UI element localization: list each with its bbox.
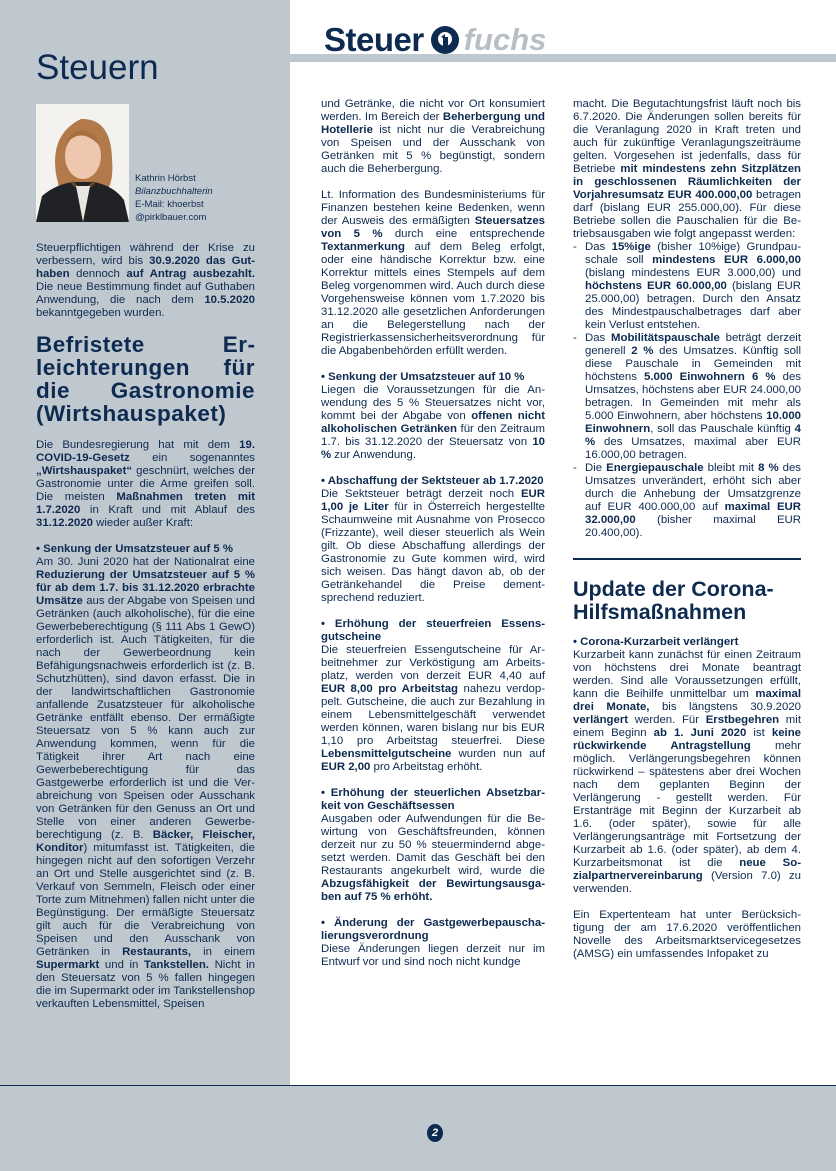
portrait-image: [36, 104, 129, 222]
column-1: [36, 242, 255, 1024]
author-email-domain: @pirklbauer.com: [135, 212, 207, 223]
list-item-energiepauschale: - Die Energiepauschale bleibt mit 8 % des Umsatzes unverändert, erhöht sich aber durch die Anhebung der Umsatzgrenze auf EUR 400.000,00 auf maximal EUR 32.000,00 (bisher maximal EUR 20.400,00).: [573, 462, 801, 540]
paragraph-beherbergung: und Getränke, die nicht vor Ort konsumiert werden. Im Bereich der Beherbergung und Hotellerie ist nicht nur die Verabreichung von Speisen und der Ausschank von Getränken mit 5 % begünstigt, sondern auch die Beherbergung.: [321, 98, 545, 175]
author-photo: [36, 104, 129, 222]
bullet-heading: • Änderung der Gastgewerbepauschalierungsverordnung: [321, 917, 545, 942]
bullet-heading: • Corona-Kurzarbeit verlängert: [573, 636, 739, 648]
bullet-umsatzsteuer-5: • Senkung der Umsatzsteuer auf 5 % Am 30. Juni 2020 hat der Nationalrat eine Reduzierung der Umsatzsteuer auf 5 % für ab dem 1.7. bis 31.12.2020 erbrachte Umsätze aus der Abgabe von Speisen und Getränken (auch alkoholische), für die eine Gewerbeberechtigung (§ 111 Abs 1 GewO) erforderlich ist. Auch Tätigkeiten, für die nach der Gewerbeordnung kein Befähigungsnachweis erforderlich ist (z. B. Schutzhütten), sind davon erfasst. Die in der landwirtschaftlichen Gastronomie anfallende Zusatzsteuer für alkoholische Getränke entfällt ebenso. Der ermäßigte Steuersatz von 5 % kann auch zur Anwendung kommen, wenn für die Tätigkeit ihrer Art nach eine Gewerbeberechtigung für das Gastgewerbe erforderlich ist und die Verabreichung von Speisen oder Ausschank von Getränken für den Genuss an Ort und Stelle von einer anderen Gewerbeberechtigung (z. B. Bäcker, Fleischer, Konditor) mitumfasst ist. Tätigkeiten, die hingegen nicht auf den sofortigen Verzehr an Ort und Stelle ausgerichtet sind (z. B. Verkauf von Semmeln, Fleisch oder einer Torte zum Mitnehmen) fallen nicht unter die Begünstigung. Der ermäßigte Steuersatz gilt auch für die Verabreichung von Speisen und den Ausschank von Getränken in Restaurants, in einem Supermarkt und in Tankstellen. Nicht in den Steuersatz von 5 % fallen hingegen die im Supermarkt oder im Tankstellenshop verkauften Lebensmittel, Speisen: [36, 543, 255, 1010]
article-heading-gastronomie: Befristete Erleichterungen für die Gastronomie (Wirtshauspaket): [36, 332, 255, 426]
bullet-essensgutscheine: • Erhöhung der steuerfreien Essensgutscheine Die steuerfreien Essengutscheine für Arbeitnehmer zur Verköstigung am Arbeitsplatz, werden von derzeit EUR 4,40 auf EUR 8,00 pro Arbeitstag nahezu verdoppelt. Gutscheine, die auch zur Bezahlung in einem Lebensmittelgeschäft verwendet werden können, waren bislang nur bis EUR 1,10 pro Arbeitstag steuerfrei. Diese Lebensmittelgutscheine wurden nun auf EUR 2,00 pro Arbeitstag erhöht.: [321, 618, 546, 773]
bullet-pauschalierung: • Änderung der Gastgewerbepauschalierungsverordnung Diese Änderungen liegen derzeit nur im Entwurf vor und sind noch nicht kundge: [321, 917, 545, 968]
bullet-heading: • Erhöhung der steuerfreien Essensgutscheine: [321, 618, 545, 643]
logo-wordmark-fuchs: fuchs: [463, 22, 547, 57]
author-role: Bilanzbuchhalterin: [135, 186, 213, 197]
intro-paragraph: Steuerpflichtigen während der Krise zu verbessern, wird bis 30.9.2020 das Guthaben dennoch auf Antrag ausbezahlt. Die neue Bestimmung findet auf Guthaben Anwendung, die nach dem 10.5.2020 bekanntgegeben wurden.: [36, 242, 255, 319]
list-item-mobilitaetspauschale: - Das Mobilitätspauschale beträgt derzeit generell 2 % des Umsatzes. Künftig soll diese Pauschale in Gemeinden mit höchstens 5.000 Einwohnern 6 % des Umsatzes, höchstens aber EUR 24.000,00 betragen. In Gemeinden mit mehr als 5.000 Einwohnern, aber höchstens 10.000 Einwohnern, soll das Pauschale künftig 4 % des Umsatzes, maximal aber EUR 16.000,00 betragen.: [573, 332, 801, 462]
section-title: Steuern: [36, 48, 159, 87]
logo-wordmark-steuer: Steuer: [324, 21, 424, 58]
paragraph-bmf: Lt. Information des Bundesministeriums für Finanzen bestehen keine Bedenken, wenn der Ausweis des ermäßigten Steuersatzes von 5 % durch eine entsprechende Textanmerkung auf dem Beleg erfolgt, oder eine händische Korrektur bzw. eine Korrektur mittels eines Stempels auf dem Beleg vorgenommen wird. Auch durch diese Vorgehensweise können vom 1.7.2020 bis 31.12.2020 alle gesetzlichen Anforderungen an die Belegerstellung nach der Registrierkassensicherheitsverordnung für die Abgabenbehörden erfüllt werden.: [321, 189, 545, 357]
section-divider: [573, 558, 801, 560]
logo: [324, 20, 546, 60]
bullet-heading: • Senkung der Umsatzsteuer auf 10 %: [321, 371, 525, 383]
page-footer: [0, 1085, 836, 1171]
paragraph-pauschalierung-cont: macht. Die Begutachtungsfrist läuft noch bis 6.7.2020. Die Änderungen sollen bereits für die Veranlagung 2020 in Kraft treten und auch für zukünftige Veranlagungszeiträume gelten. Vorgesehen ist jedenfalls, dass für Betriebe mit mindestens zehn Sitzplätzen in geschlossenen Räumlichkeiten der Vorjahresumsatz EUR 400.000,00 betragen darf (bislang EUR 255.000,00). Für diese Betriebe sollen die Pauschalien für die Betriebsausgaben wie folgt angepasst werden:: [573, 98, 801, 240]
column-2: [321, 98, 545, 982]
author-email: E-Mail: khoerbst: [135, 199, 204, 210]
bullet-geschaeftsessen: • Erhöhung der steuerlichen Absetzbarkeit von Geschäftsessen Ausgaben oder Aufwendungen für die Bewirtung von Geschäftsfreunden, können derzeit nur zu 50 % steuermindernd abgesetzt werden. Damit das Geschäft bei den Restaurants angekurbelt wird, wurde die Abzugsfähigkeit der Bewirtungsausgaben auf 75 % erhöht.: [321, 787, 545, 903]
page-number-badge: 2: [427, 1124, 443, 1142]
column-3: [573, 98, 801, 974]
lead-paragraph: Die Bundesregierung hat mit dem 19. COVID-19-Gesetz ein sogenanntes „Wirtshauspaket“ geschnürt, welches der Gastronomie unter die Arme greifen soll. Die meisten Maßnahmen treten mit 1.7.2020 in Kraft und mit Ablauf des 31.12.2020 wieder außer Kraft:: [36, 439, 256, 529]
author-name: Kathrin Hörbst: [135, 173, 196, 184]
bullet-heading: • Senkung der Umsatzsteuer auf 5 %: [36, 543, 234, 555]
author-info: [135, 172, 213, 224]
fox-circle-icon: [430, 25, 460, 55]
bullet-heading: • Erhöhung der steuerlichen Absetzbarkeit von Geschäftsessen: [321, 787, 545, 812]
article-heading-corona: Update der Corona-Hilfsmaßnahmen: [573, 577, 774, 624]
bullet-heading: • Abschaffung der Sektsteuer ab 1.7.2020: [321, 475, 544, 487]
author-box: [36, 104, 286, 224]
bullet-sektsteuer: • Abschaffung der Sektsteuer ab 1.7.2020 Die Sektsteuer beträgt derzeit noch EUR 1,00 je Liter für in Österreich hergestellte Schaumweine mit Ausnahme von Prosecco (Frizzante), weil dieser steuerlich als Wein gilt. Ob diese Abschaffung allerdings der Gastronomie zu Gute kommen wird, wird sich weisen. Das hängt davon ab, ob der Getränkehandel die Preise dementsprechend reduziert.: [321, 475, 545, 604]
bullet-kurzarbeit: • Corona-Kurzarbeit verlängert Kurzarbeit kann zunächst für einen Zeitraum von höchstens drei Monate beantragt werden. Sind alle Voraussetzungen erfüllt, kann die Beihilfe unmittelbar um maximal drei Monate, bis längstens 30.9.2020 verlängert werden. Für Erstbegehren mit einem Beginn ab 1. Juni 2020 ist keine rückwirkende Antragstellung mehr möglich. Verlängerungsbegehren können rückwirkend – spätestens aber drei Wochen nach dem geplanten Beginn der Verlängerung - gestellt werden. Für Erstanträge mit Beginn der Kurzarbeit ab 1.6. (oder später), sowie für alle Verlängerungsanträge mit Fortsetzung der Kurzarbeit ab 1.6. (oder später), ab dem 4. Kurzarbeitsmonat ist die neue Sozialpartnervereinbarung (Version 7.0) zu verwenden.: [573, 636, 802, 895]
paragraph-expertenteam: Ein Expertenteam hat unter Berücksichtigung der am 17.6.2020 veröffentlichen Novelle des Arbeitsmarktservicegesetzes (AMSG) ein umfassendes Infopaket zu: [573, 909, 801, 960]
list-item-grundpauschale: - Das 15%ige (bisher 10%ige) Grundpauschale soll mindestens EUR 6.000,00 (bislang mindestens EUR 3.000,00) und höchstens EUR 60.000,00 (bislang EUR 25.000,00) betragen. Durch den Ansatz des Mindestpauschalbetrages darf aber kein Verlust entstehen.: [573, 241, 801, 332]
bullet-umsatzsteuer-10: • Senkung der Umsatzsteuer auf 10 % Liegen die Voraussetzungen für die Anwendung des 5 % Steuersatzes nicht vor, kommt bei der Abgabe von offenen nicht alkoholischen Getränken für den Zeitraum 1.7. bis 31.12.2020 der Steuersatz von 10 % zur Anwendung.: [321, 371, 546, 461]
pauschalien-list: [573, 241, 801, 540]
